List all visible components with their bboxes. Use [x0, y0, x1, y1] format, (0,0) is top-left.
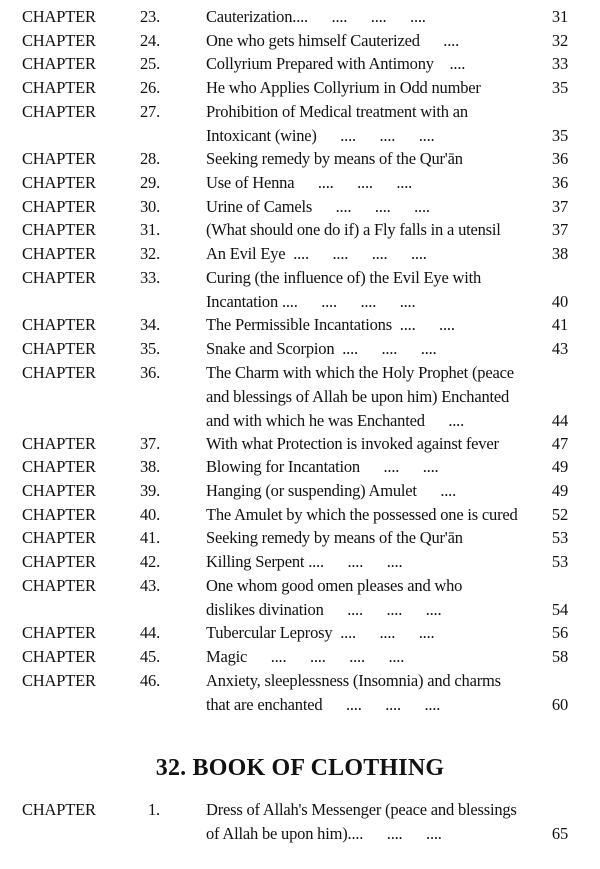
chapter-label: CHAPTER: [22, 315, 96, 335]
page-number: 47: [551, 433, 568, 453]
chapter-title-line: The Permissible Incantations .... ....: [206, 315, 455, 335]
chapter-label: CHAPTER: [22, 575, 96, 595]
page-number: 31: [551, 7, 568, 26]
chapter-number: 27.: [140, 101, 161, 121]
chapter-label: CHAPTER: [22, 78, 96, 98]
toc-entry: [0, 147, 600, 171]
chapter-title-line: The Amulet by which the possessed one is cured: [206, 504, 518, 524]
page-number: 40: [551, 291, 568, 311]
chapter-label: CHAPTER: [22, 670, 96, 690]
page-number: 35: [551, 125, 568, 145]
chapter-label: CHAPTER: [22, 481, 96, 500]
page-number: 53: [551, 528, 568, 548]
chapter-title: [206, 526, 526, 550]
chapter-number: 24.: [140, 30, 161, 50]
chapter-title: [206, 313, 526, 337]
chapter-title-line: Dress of Allah's Messenger (peace and blessings: [206, 800, 517, 819]
chapter-title-line: The Charm with which the Holy Prophet (peace: [206, 362, 514, 382]
chapter-number: 38.: [140, 457, 161, 477]
chapter-title: [206, 242, 526, 266]
chapter-label: CHAPTER: [22, 244, 96, 263]
page-number: 58: [551, 646, 568, 666]
toc-entry: [0, 242, 600, 266]
chapter-number: 39.: [140, 481, 161, 500]
chapter-label: CHAPTER: [22, 267, 96, 287]
chapter-title-line: Seeking remedy by means of the Qur'ān: [206, 528, 463, 548]
chapter-label: CHAPTER: [22, 7, 96, 26]
chapter-label: CHAPTER: [22, 623, 96, 643]
chapter-number: 35.: [140, 338, 161, 358]
chapter-number: 44.: [140, 623, 161, 643]
chapter-title-line: Snake and Scorpion .... .... ....: [206, 338, 437, 358]
page-number: 41: [551, 315, 568, 335]
chapter-number: 34.: [140, 315, 161, 335]
chapter-title: [206, 29, 526, 53]
chapter-label: CHAPTER: [22, 172, 96, 192]
chapter-number: 29.: [140, 172, 161, 192]
chapter-number: 37.: [140, 433, 161, 453]
chapter-title: [206, 147, 526, 171]
chapter-title-line: and with which he was Enchanted ....: [206, 410, 465, 430]
chapter-label: CHAPTER: [22, 196, 96, 216]
toc-entry: [0, 432, 600, 456]
chapter-title: [206, 645, 526, 669]
chapter-number: 45.: [140, 646, 161, 666]
chapter-title: [206, 798, 526, 846]
chapter-label: CHAPTER: [22, 220, 96, 240]
chapter-number: 23.: [140, 7, 161, 26]
toc-entry: [0, 621, 600, 645]
toc-entry: [0, 798, 600, 846]
chapter-label: CHAPTER: [22, 800, 96, 819]
page-number: 56: [551, 623, 568, 643]
section-heading: 32. BOOK OF CLOTHING: [155, 755, 445, 781]
chapter-number: 1.: [148, 800, 160, 819]
chapter-title-line: Killing Serpent .... .... ....: [206, 552, 403, 572]
chapter-title: [206, 337, 526, 361]
chapter-title-line: One whom good omen pleases and who: [206, 575, 463, 595]
chapter-title: [206, 574, 526, 622]
chapter-label: CHAPTER: [22, 338, 96, 358]
chapter-label: CHAPTER: [22, 54, 96, 74]
chapter-title: [206, 669, 526, 717]
chapter-number: 25.: [140, 54, 161, 74]
chapter-title: [206, 5, 526, 29]
chapter-title-line: Anxiety, sleeplessness (Insomnia) and charms: [206, 670, 501, 690]
toc-entry: [0, 479, 600, 503]
toc-entry: [0, 313, 600, 337]
page-number: 33: [551, 54, 568, 74]
toc-entry: [0, 5, 600, 29]
toc-entry: [0, 29, 600, 53]
chapter-label: CHAPTER: [22, 433, 96, 453]
chapter-title-line: Cauterization.... .... .... ....: [206, 7, 426, 26]
page-number: 32: [551, 30, 568, 50]
toc-entry: [0, 574, 600, 622]
chapter-title: [206, 621, 526, 645]
page-number: 44: [551, 410, 568, 430]
chapter-number: 43.: [140, 575, 161, 595]
chapter-label: CHAPTER: [22, 362, 96, 382]
chapter-number: 41.: [140, 528, 161, 548]
chapter-number: 42.: [140, 552, 161, 572]
chapter-label: CHAPTER: [22, 646, 96, 666]
chapter-title-line: Tubercular Leprosy .... .... ....: [206, 623, 435, 643]
page-number: 54: [551, 599, 568, 619]
toc-entry: [0, 526, 600, 550]
chapter-title: [206, 266, 526, 314]
chapter-title-line: dislikes divination .... .... ....: [206, 599, 442, 619]
chapter-title: [206, 432, 526, 456]
page-number: 49: [551, 457, 568, 477]
chapter-number: 46.: [140, 670, 161, 690]
toc-entry: [0, 266, 600, 314]
chapter-number: 26.: [140, 78, 161, 98]
toc-entry: [0, 645, 600, 669]
chapter-label: CHAPTER: [22, 504, 96, 524]
page-number: 65: [551, 824, 568, 843]
page-number: 38: [551, 244, 568, 263]
chapter-label: CHAPTER: [22, 528, 96, 548]
chapter-title: [206, 455, 526, 479]
page-number: 35: [551, 78, 568, 98]
chapter-title-line: He who Applies Collyrium in Odd number: [206, 78, 481, 98]
toc-entry: [0, 76, 600, 100]
chapter-number: 36.: [140, 362, 161, 382]
chapter-label: CHAPTER: [22, 101, 96, 121]
chapter-title-line: Urine of Camels .... .... ....: [206, 196, 430, 216]
chapter-title: [206, 100, 526, 148]
toc-entry: [0, 455, 600, 479]
chapter-title: [206, 218, 526, 242]
chapter-title-line: One who gets himself Cauterized ....: [206, 30, 459, 50]
page-number: 37: [551, 196, 568, 216]
chapter-title-line: Seeking remedy by means of the Qur'ān: [206, 149, 463, 169]
page-number: 49: [551, 481, 568, 500]
chapter-title-line: An Evil Eye .... .... .... ....: [206, 244, 427, 263]
page-number: 53: [551, 552, 568, 572]
chapter-title-line: Curing (the influence of) the Evil Eye with: [206, 267, 482, 287]
chapter-title: [206, 52, 526, 76]
chapter-title-line: Magic .... .... .... ....: [206, 646, 405, 666]
chapter-title: [206, 171, 526, 195]
toc-entry: [0, 100, 600, 148]
toc-entry: [0, 195, 600, 219]
toc-entry: [0, 503, 600, 527]
chapter-title: [206, 76, 526, 100]
toc-entry: [0, 550, 600, 574]
toc-entry: [0, 52, 600, 76]
toc-entry: [0, 361, 600, 433]
page-number: 37: [551, 220, 568, 240]
chapter-title: [206, 503, 526, 527]
chapter-title: [206, 550, 526, 574]
toc-entry: [0, 171, 600, 195]
toc-entry: [0, 218, 600, 242]
chapter-title-line: Prohibition of Medical treatment with an: [206, 101, 468, 121]
chapter-title-line: With what Protection is invoked against fever: [206, 433, 499, 453]
chapter-number: 32.: [140, 244, 161, 263]
page-number: 52: [551, 504, 568, 524]
toc-entry: [0, 669, 600, 717]
chapter-title-line: and blessings of Allah be upon him) Enchanted: [206, 386, 510, 406]
page-number: 36: [551, 172, 568, 192]
chapter-number: 31.: [140, 220, 161, 240]
chapter-title-line: Blowing for Incantation .... ....: [206, 457, 439, 477]
chapter-title-line: Use of Henna .... .... ....: [206, 172, 413, 192]
chapter-title-line: Hanging (or suspending) Amulet ....: [206, 481, 457, 500]
chapter-number: 33.: [140, 267, 161, 287]
chapter-title-line: Intoxicant (wine) .... .... ....: [206, 125, 435, 145]
chapter-title-line: Incantation .... .... .... ....: [206, 291, 416, 311]
chapter-number: 30.: [140, 196, 161, 216]
page-number: 43: [551, 338, 568, 358]
toc-entry: [0, 337, 600, 361]
chapter-number: 40.: [140, 504, 161, 524]
chapter-title-line: (What should one do if) a Fly falls in a utensil: [206, 220, 501, 240]
chapter-title-line: that are enchanted .... .... ....: [206, 694, 441, 714]
page-number: 60: [551, 694, 568, 714]
chapter-label: CHAPTER: [22, 457, 96, 477]
chapter-label: CHAPTER: [22, 552, 96, 572]
chapter-title: [206, 195, 526, 219]
page-number: 36: [551, 149, 568, 169]
chapter-number: 28.: [140, 149, 161, 169]
chapter-label: CHAPTER: [22, 149, 96, 169]
chapter-title-line: of Allah be upon him).... .... ....: [206, 824, 442, 843]
chapter-label: CHAPTER: [22, 30, 96, 50]
chapter-title: [206, 361, 526, 433]
chapter-title: [206, 479, 526, 503]
chapter-title-line: Collyrium Prepared with Antimony ....: [206, 54, 466, 74]
